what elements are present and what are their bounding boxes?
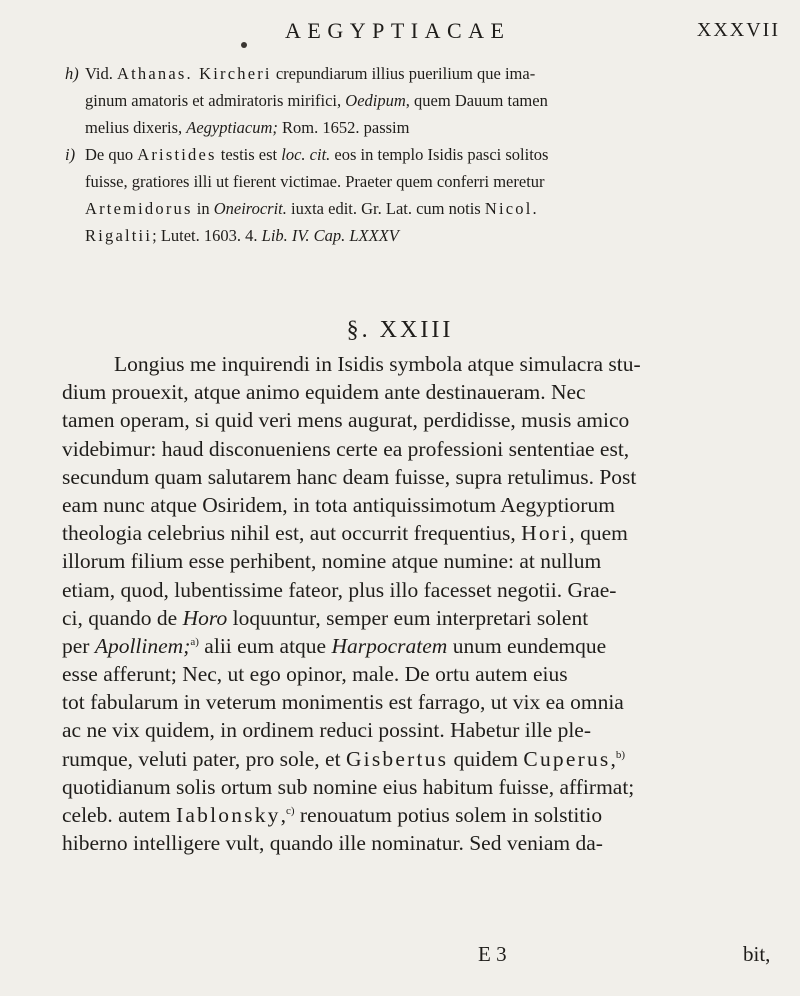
proper-name: Hori [521,521,570,546]
text-run: quidem [448,746,524,771]
text-run: Longius me inquirendi in Isidis symbola atque simulacra stu- [114,352,641,376]
proper-name: Rigaltii [85,226,153,245]
text-run: secundum quam salutarem hanc deam fuisse, supra retulimus. Post [62,464,637,489]
italic-text: Apollinem; [94,633,191,658]
proper-name: Nicol. [484,199,539,218]
body-line [62,745,787,773]
text-run: dium prouexit, atque animo equidem ante destinaueram. Nec [62,380,586,405]
text-run: hiberno intelligere vult, quando ille nominatur. Sed veniam da- [62,831,603,856]
body-line [62,660,787,688]
text-run: renouatum potius solem in solstitio [294,803,603,827]
text-run: alii eum atque [198,633,332,658]
proper-name: Artemidorus [85,199,193,218]
body-line [62,773,787,801]
footnote-line [65,114,785,141]
italic-text: Horo [182,605,228,630]
body-line [62,632,787,660]
text-run: eos in templo Isidis pasci solitos [330,145,549,164]
body-line [62,378,787,406]
text-run: ac ne vix quidem, in ordinem reduci possint. Habetur ille ple- [62,718,591,743]
body-line [62,491,787,519]
footnote-line [65,195,785,222]
text-run: ci, quando de [62,605,183,630]
text-run: Rom. 1652. passim [277,118,410,137]
text-run: quotidianum solis ortum sub nomine eius habitum fuisse, affirmat; [62,774,635,799]
proper-name: Iablonsky [176,803,281,827]
text-run: testis est [216,145,282,164]
text-run: illorum filium esse perhibent, nomine atque numine: at nullum [62,549,602,574]
text-run: , quem [569,521,628,546]
footnote-line [65,87,785,114]
text-run: celeb. autem [62,803,177,827]
text-run: per [62,633,95,658]
text-run: , [610,746,616,771]
body-line [62,519,787,547]
footnote-marker: h) [65,64,79,83]
body-line [62,576,787,604]
body-line [62,547,787,575]
running-head [0,18,800,48]
text-run: rumque, veluti pater, pro sole, et [62,746,346,771]
body-line [62,463,787,491]
body-line [62,829,787,857]
body-line [62,435,787,463]
footnote-ref: b) [615,748,626,761]
body-line [62,350,787,378]
page-number: XXXVII [696,19,780,41]
footnotes-block [65,60,785,249]
body-line [62,716,787,744]
text-run: crepundiarum illius puerilium que ima- [271,64,536,83]
running-title: AEGYPTIACAE [285,18,511,43]
section-heading: §. XXIII [346,317,454,343]
body-paragraph [62,350,787,857]
text-run: theologia celebrius nihil est, aut occurrit frequentius, [62,521,522,546]
ink-speck-ornament [241,42,247,48]
catchword: bit, [743,942,771,966]
body-line [62,801,787,829]
text-run: in [192,199,214,218]
text-run: esse afferunt; Nec, ut ego opinor, male. De ortu autem eius [62,662,568,687]
text-run: melius dixeris, [85,118,187,137]
body-line [62,604,787,632]
italic-text: loc. cit. [281,145,331,164]
text-run: unum eundemque [447,633,607,658]
footnote-ref: c) [285,805,295,817]
proper-name: Athanas. Kircheri [117,64,272,83]
footnote-marker: i) [65,145,76,164]
text-run: De quo [85,145,138,164]
signature-mark: E 3 [478,942,507,966]
italic-text: Oedipum [345,91,406,110]
text-run: ginum amatoris et admiratoris mirifici, [85,91,346,110]
text-run: tot fabularum in veterum monimentis est farrago, ut vix ea omnia [62,690,624,715]
text-run: eam nunc atque Osiridem, in tota antiquissimotum Aegyptiorum [62,492,615,517]
proper-name: Gisbertus [345,746,449,771]
text-run: tamen operam, si quid veri mens augurat, perdidisse, musis amico [62,408,630,433]
footnote-line [65,60,785,87]
text-run: loquuntur, semper eum interpretari solent [227,605,589,630]
italic-text: Harpocratem [331,633,448,658]
footnote-line [65,168,785,195]
footnote-ref: a) [190,635,199,648]
text-run: ; Lutet. 1603. 4. [152,226,262,245]
body-line [62,406,787,434]
text-run: , quem Dauum tamen [405,91,548,110]
text-run: Vid. [85,64,118,83]
text-run: iuxta edit. Gr. Lat. cum notis [286,199,485,218]
italic-text: Oneirocrit. [213,199,287,218]
proper-name: Aristides [137,145,217,164]
body-line [62,688,787,716]
footnote-line [65,141,785,168]
text-run: etiam, quod, lubentissime fateor, plus illo facesset negotii. Grae- [62,577,617,602]
text-run: videbimur: haud disconueniens certe ea professioni sententiae est, [62,436,630,461]
proper-name: Cuperus [523,746,611,771]
italic-text: Lib. IV. Cap. LXXXV [261,226,399,245]
text-run: , [280,803,286,827]
text-run: fuisse, gratiores illi ut fierent victimae. Praeter quem conferri meretur [85,172,545,191]
italic-text: Aegyptiacum; [186,118,278,137]
footnote-line [65,222,785,249]
